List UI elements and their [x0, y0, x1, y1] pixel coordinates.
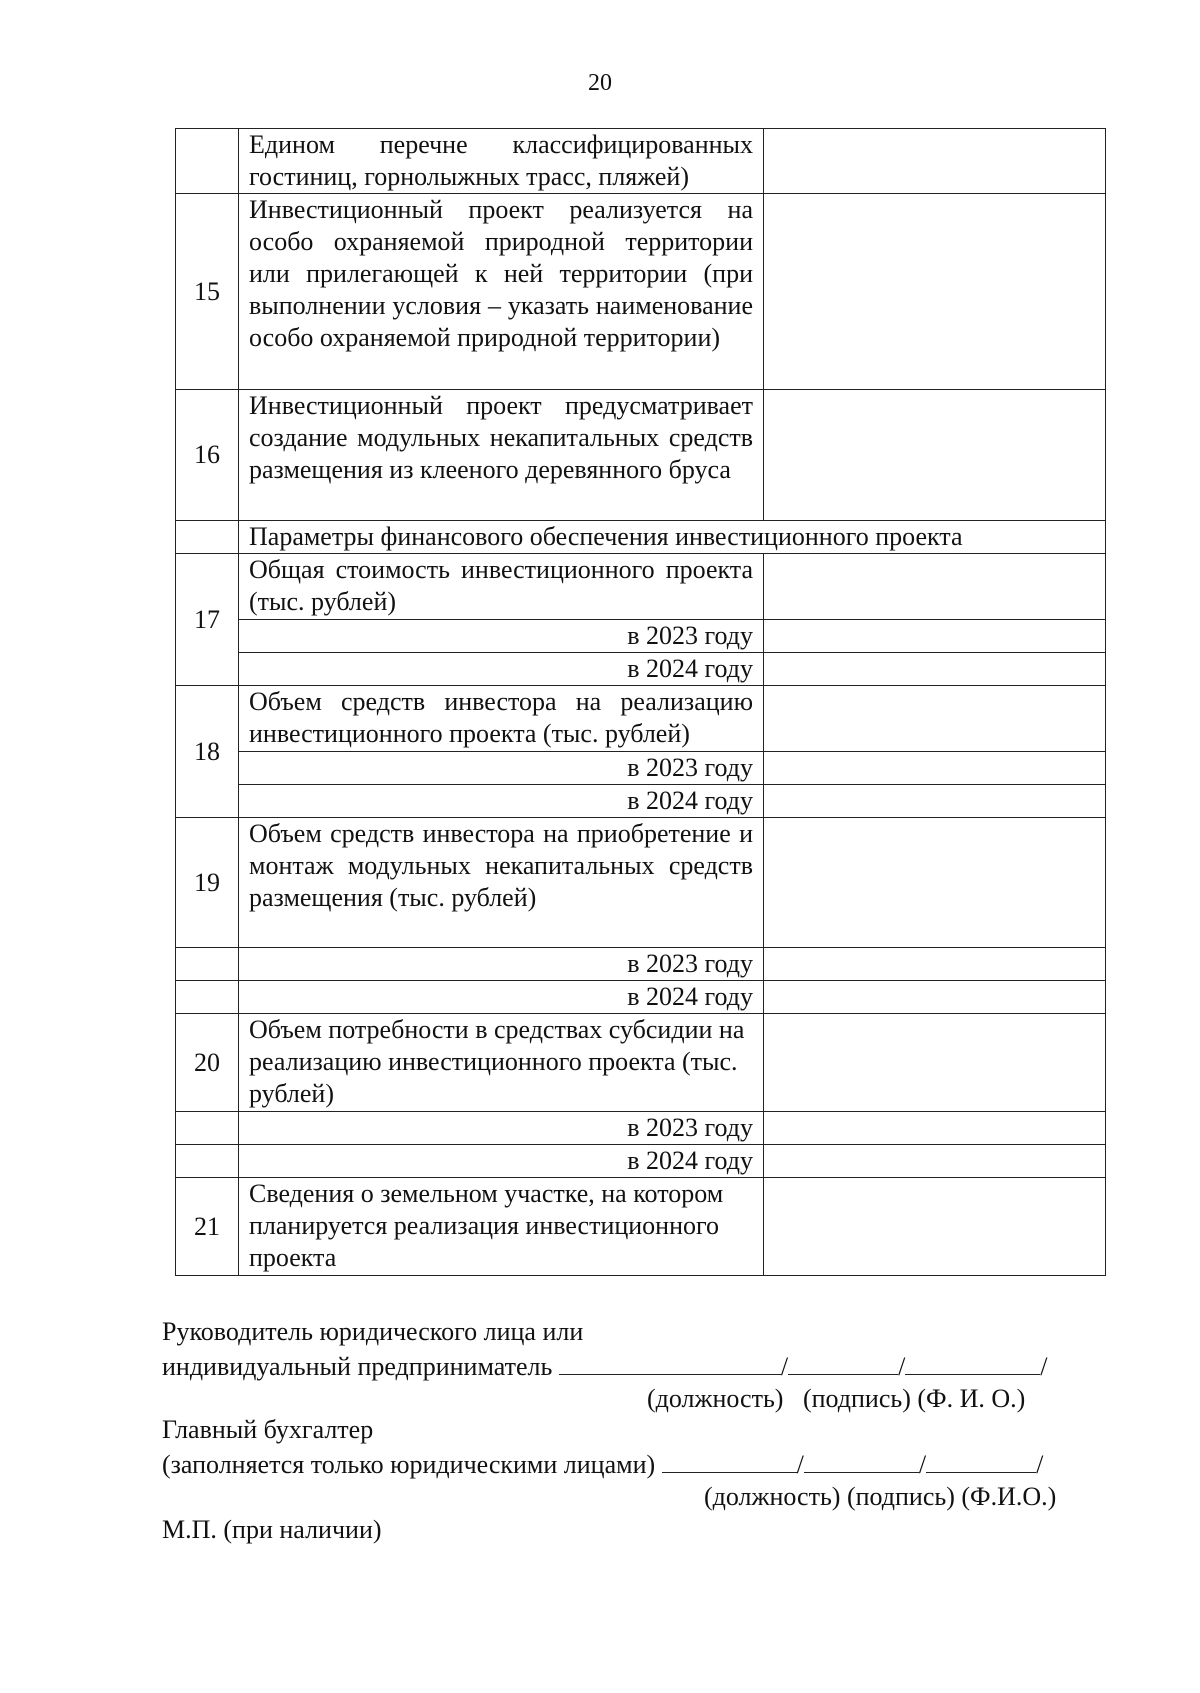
- year-label: в 2023 году: [239, 1112, 764, 1145]
- row-number: 17: [176, 554, 239, 686]
- full-name-field[interactable]: [905, 1348, 1040, 1375]
- year-value-cell[interactable]: [764, 653, 1106, 686]
- accountant-caption: (должность) (подпись) (Ф.И.О.): [704, 1482, 1057, 1511]
- table-row: [176, 818, 1106, 948]
- row-description: Сведения о земельном участке, на котором планируется реализация инвестиционного проекта: [239, 1178, 764, 1276]
- year-label: в 2023 году: [239, 948, 764, 981]
- section-header-row: [176, 521, 1106, 554]
- year-value-cell[interactable]: [764, 1112, 1106, 1145]
- accountant-title-text: (заполняется только юридическими лицами): [162, 1450, 656, 1479]
- signature-field[interactable]: [788, 1348, 898, 1375]
- table-row: [176, 1112, 1106, 1145]
- row-number: [176, 1112, 239, 1145]
- year-value-cell[interactable]: [764, 948, 1106, 981]
- table-row: [176, 785, 1106, 818]
- year-label: в 2023 году: [239, 752, 764, 785]
- row-value-cell[interactable]: [764, 129, 1106, 194]
- row-description: Едином перечне классифицированных гостиниц, горнолыжных трасс, пляжей): [239, 129, 764, 194]
- full-name-field[interactable]: [926, 1446, 1036, 1473]
- accountant-title-line1: Главный бухгалтер: [162, 1415, 374, 1444]
- table-row: [176, 653, 1106, 686]
- section-title: Параметры финансового обеспечения инвестиционного проекта: [239, 521, 1106, 554]
- table-row: [176, 390, 1106, 521]
- head-title-line2: [162, 1348, 1122, 1383]
- table-row: [176, 981, 1106, 1014]
- row-number: [176, 129, 239, 194]
- year-value-cell[interactable]: [764, 785, 1106, 818]
- year-label: в 2024 году: [239, 653, 764, 686]
- year-label: в 2024 году: [239, 785, 764, 818]
- table-row: [176, 129, 1106, 194]
- application-form-table-container: [175, 128, 1105, 1276]
- row-number: [176, 1145, 239, 1178]
- row-value-cell[interactable]: [764, 390, 1106, 521]
- application-form-table: [175, 128, 1106, 1276]
- year-value-cell[interactable]: [764, 620, 1106, 653]
- row-number: 19: [176, 818, 239, 948]
- row-value-cell[interactable]: [764, 686, 1106, 752]
- row-description: Объем средств инвестора на реализацию инвестиционного проекта (тыс. рублей): [239, 686, 764, 752]
- row-value-cell[interactable]: [764, 554, 1106, 620]
- row-number: 18: [176, 686, 239, 818]
- table-row: [176, 1145, 1106, 1178]
- year-value-cell[interactable]: [764, 752, 1106, 785]
- table-row: [176, 1178, 1106, 1276]
- row-description: Инвестиционный проект предусматривает создание модульных некапитальных средств размещения из клееного деревянного бруса: [239, 390, 764, 521]
- row-number: 16: [176, 390, 239, 521]
- table-row: [176, 948, 1106, 981]
- row-number: [176, 948, 239, 981]
- year-label: в 2024 году: [239, 1145, 764, 1178]
- row-number: 20: [176, 1014, 239, 1112]
- row-value-cell[interactable]: [764, 818, 1106, 948]
- table-row: [176, 554, 1106, 620]
- head-signature-block: [162, 1316, 1122, 1415]
- separator-slash: /: [780, 1352, 789, 1381]
- table-row: [176, 620, 1106, 653]
- row-description: Инвестиционный проект реализуется на особо охраняемой природной территории или прилегающей к ней территории (при выполнении условия – указать наименование особо охраняемой природной территории): [239, 194, 764, 390]
- head-title-line1: Руководитель юридического лица или: [162, 1317, 584, 1346]
- seal-note: М.П. (при наличии): [162, 1515, 382, 1544]
- row-number: [176, 981, 239, 1014]
- row-description: Общая стоимость инвестиционного проекта (тыс. рублей): [239, 554, 764, 620]
- page-number: 20: [588, 70, 612, 96]
- table-row: [176, 752, 1106, 785]
- row-value-cell[interactable]: [764, 1178, 1106, 1276]
- row-number: [176, 521, 239, 554]
- position-field[interactable]: [559, 1348, 781, 1375]
- row-description: Объем потребности в средствах субсидии на реализацию инвестиционного проекта (тыс. рублей): [239, 1014, 764, 1112]
- head-caption: (должность) (подпись) (Ф. И. О.): [647, 1384, 1026, 1413]
- signature-field[interactable]: [804, 1446, 919, 1473]
- table-row: [176, 194, 1106, 390]
- row-value-cell[interactable]: [764, 194, 1106, 390]
- separator-slash: /: [1040, 1352, 1048, 1381]
- table-row: [176, 1014, 1106, 1112]
- accountant-signature-block: [162, 1414, 1122, 1513]
- accountant-title-line2: [162, 1446, 1122, 1481]
- separator-slash: /: [898, 1352, 906, 1381]
- position-field[interactable]: [662, 1446, 797, 1473]
- head-title-text: индивидуальный предприниматель: [162, 1352, 553, 1381]
- row-value-cell[interactable]: [764, 1014, 1106, 1112]
- separator-slash: /: [918, 1450, 927, 1479]
- year-label: в 2023 году: [239, 620, 764, 653]
- row-description: Объем средств инвестора на приобретение и монтаж модульных некапитальных средств размещения (тыс. рублей): [239, 818, 764, 948]
- table-row: [176, 686, 1106, 752]
- row-number: 15: [176, 194, 239, 390]
- year-value-cell[interactable]: [764, 1145, 1106, 1178]
- year-value-cell[interactable]: [764, 981, 1106, 1014]
- row-number: 21: [176, 1178, 239, 1276]
- year-label: в 2024 году: [239, 981, 764, 1014]
- separator-slash: /: [1036, 1450, 1044, 1479]
- separator-slash: /: [796, 1450, 804, 1479]
